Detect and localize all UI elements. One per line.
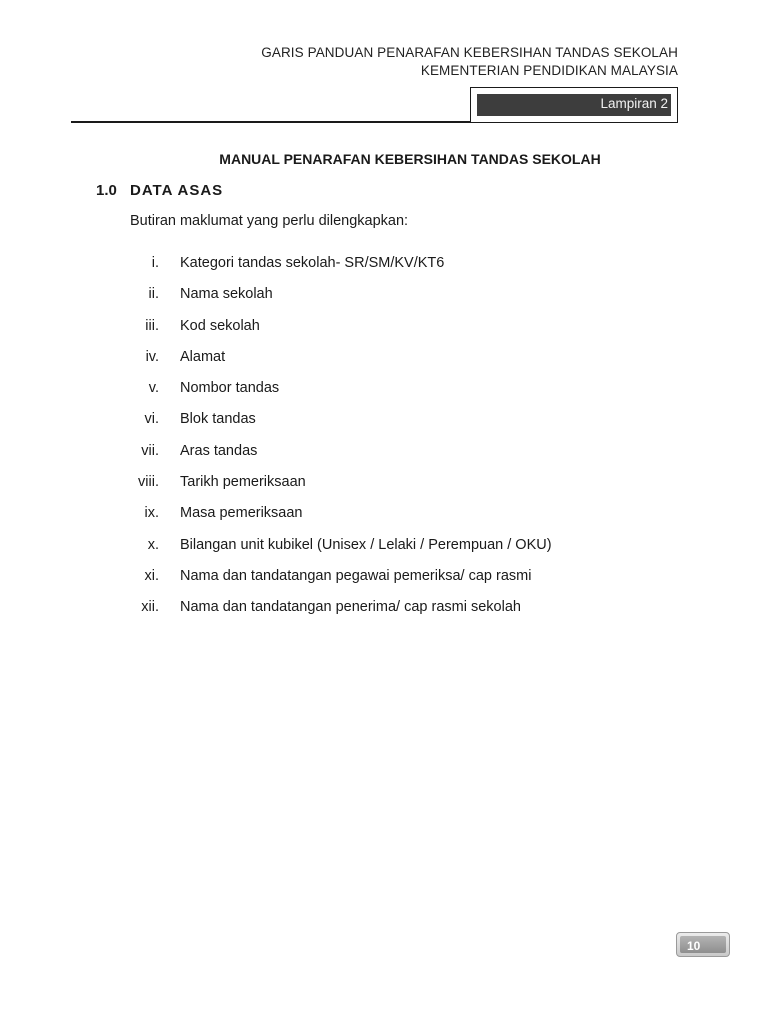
appendix-label-box: [470, 87, 678, 123]
list-item-text: Nama dan tandatangan pegawai pemeriksa/ cap rasmi: [180, 567, 532, 584]
list-item-text: Blok tandas: [180, 411, 256, 428]
section-number: 1.0: [96, 182, 117, 199]
list-item: [0, 599, 768, 630]
list-item-numeral: v.: [148, 380, 159, 397]
appendix-label-fill: [477, 94, 671, 116]
list-item-numeral: iii.: [145, 317, 159, 334]
list-item: [0, 255, 768, 286]
list-item: [0, 443, 768, 474]
list-item: [0, 411, 768, 442]
list-item-numeral: viii.: [138, 474, 159, 491]
page-number: 10: [687, 939, 701, 953]
list-item-text: Tarikh pemeriksaan: [180, 474, 306, 491]
list-item: [0, 474, 768, 505]
list-item-text: Masa pemeriksaan: [180, 505, 303, 522]
list-item-text: Alamat: [180, 348, 226, 365]
list-item: [0, 568, 768, 599]
list-item: [0, 318, 768, 349]
intro-text: Butiran maklumat yang perlu dilengkapkan:: [130, 213, 409, 229]
list-item-numeral: xi.: [144, 567, 159, 584]
header-guideline-title: GARIS PANDUAN PENARAFAN KEBERSIHAN TANDAS SEKOLAH: [261, 45, 678, 60]
list-item-numeral: vii.: [141, 442, 159, 459]
list-item: [0, 537, 768, 568]
list-item-text: Nama dan tandatangan penerima/ cap rasmi sekolah: [180, 599, 521, 616]
list-item-numeral: vi.: [144, 411, 159, 428]
data-items-list: [0, 255, 768, 631]
list-item: [0, 286, 768, 317]
document-title: MANUAL PENARAFAN KEBERSIHAN TANDAS SEKOLAH: [219, 151, 601, 167]
list-item-text: Nombor tandas: [180, 380, 280, 397]
list-item-text: Bilangan unit kubikel (Unisex / Lelaki / Perempuan / OKU): [180, 536, 552, 553]
section-heading: [96, 182, 223, 199]
page-number-badge: [676, 932, 730, 957]
list-item-text: Nama sekolah: [180, 286, 273, 303]
list-item-text: Kod sekolah: [180, 317, 260, 334]
appendix-label: Lampiran 2: [600, 96, 668, 111]
list-item: [0, 505, 768, 536]
list-item: [0, 349, 768, 380]
list-item-numeral: xii.: [141, 599, 159, 616]
list-item-numeral: i.: [151, 255, 159, 271]
header-divider: [71, 121, 471, 123]
list-item-text: Aras tandas: [180, 442, 258, 459]
page-number-badge-inner: [680, 936, 726, 953]
section-title: DATA ASAS: [130, 182, 224, 199]
list-item-numeral: ii.: [148, 286, 159, 303]
list-item-numeral: x.: [147, 536, 159, 553]
list-item: [0, 380, 768, 411]
list-item-numeral: ix.: [144, 505, 159, 522]
list-item-text: Kategori tandas sekolah- SR/SM/KV/KT6: [180, 255, 445, 271]
header-ministry-name: KEMENTERIAN PENDIDIKAN MALAYSIA: [420, 63, 678, 78]
list-item-numeral: iv.: [145, 348, 159, 365]
